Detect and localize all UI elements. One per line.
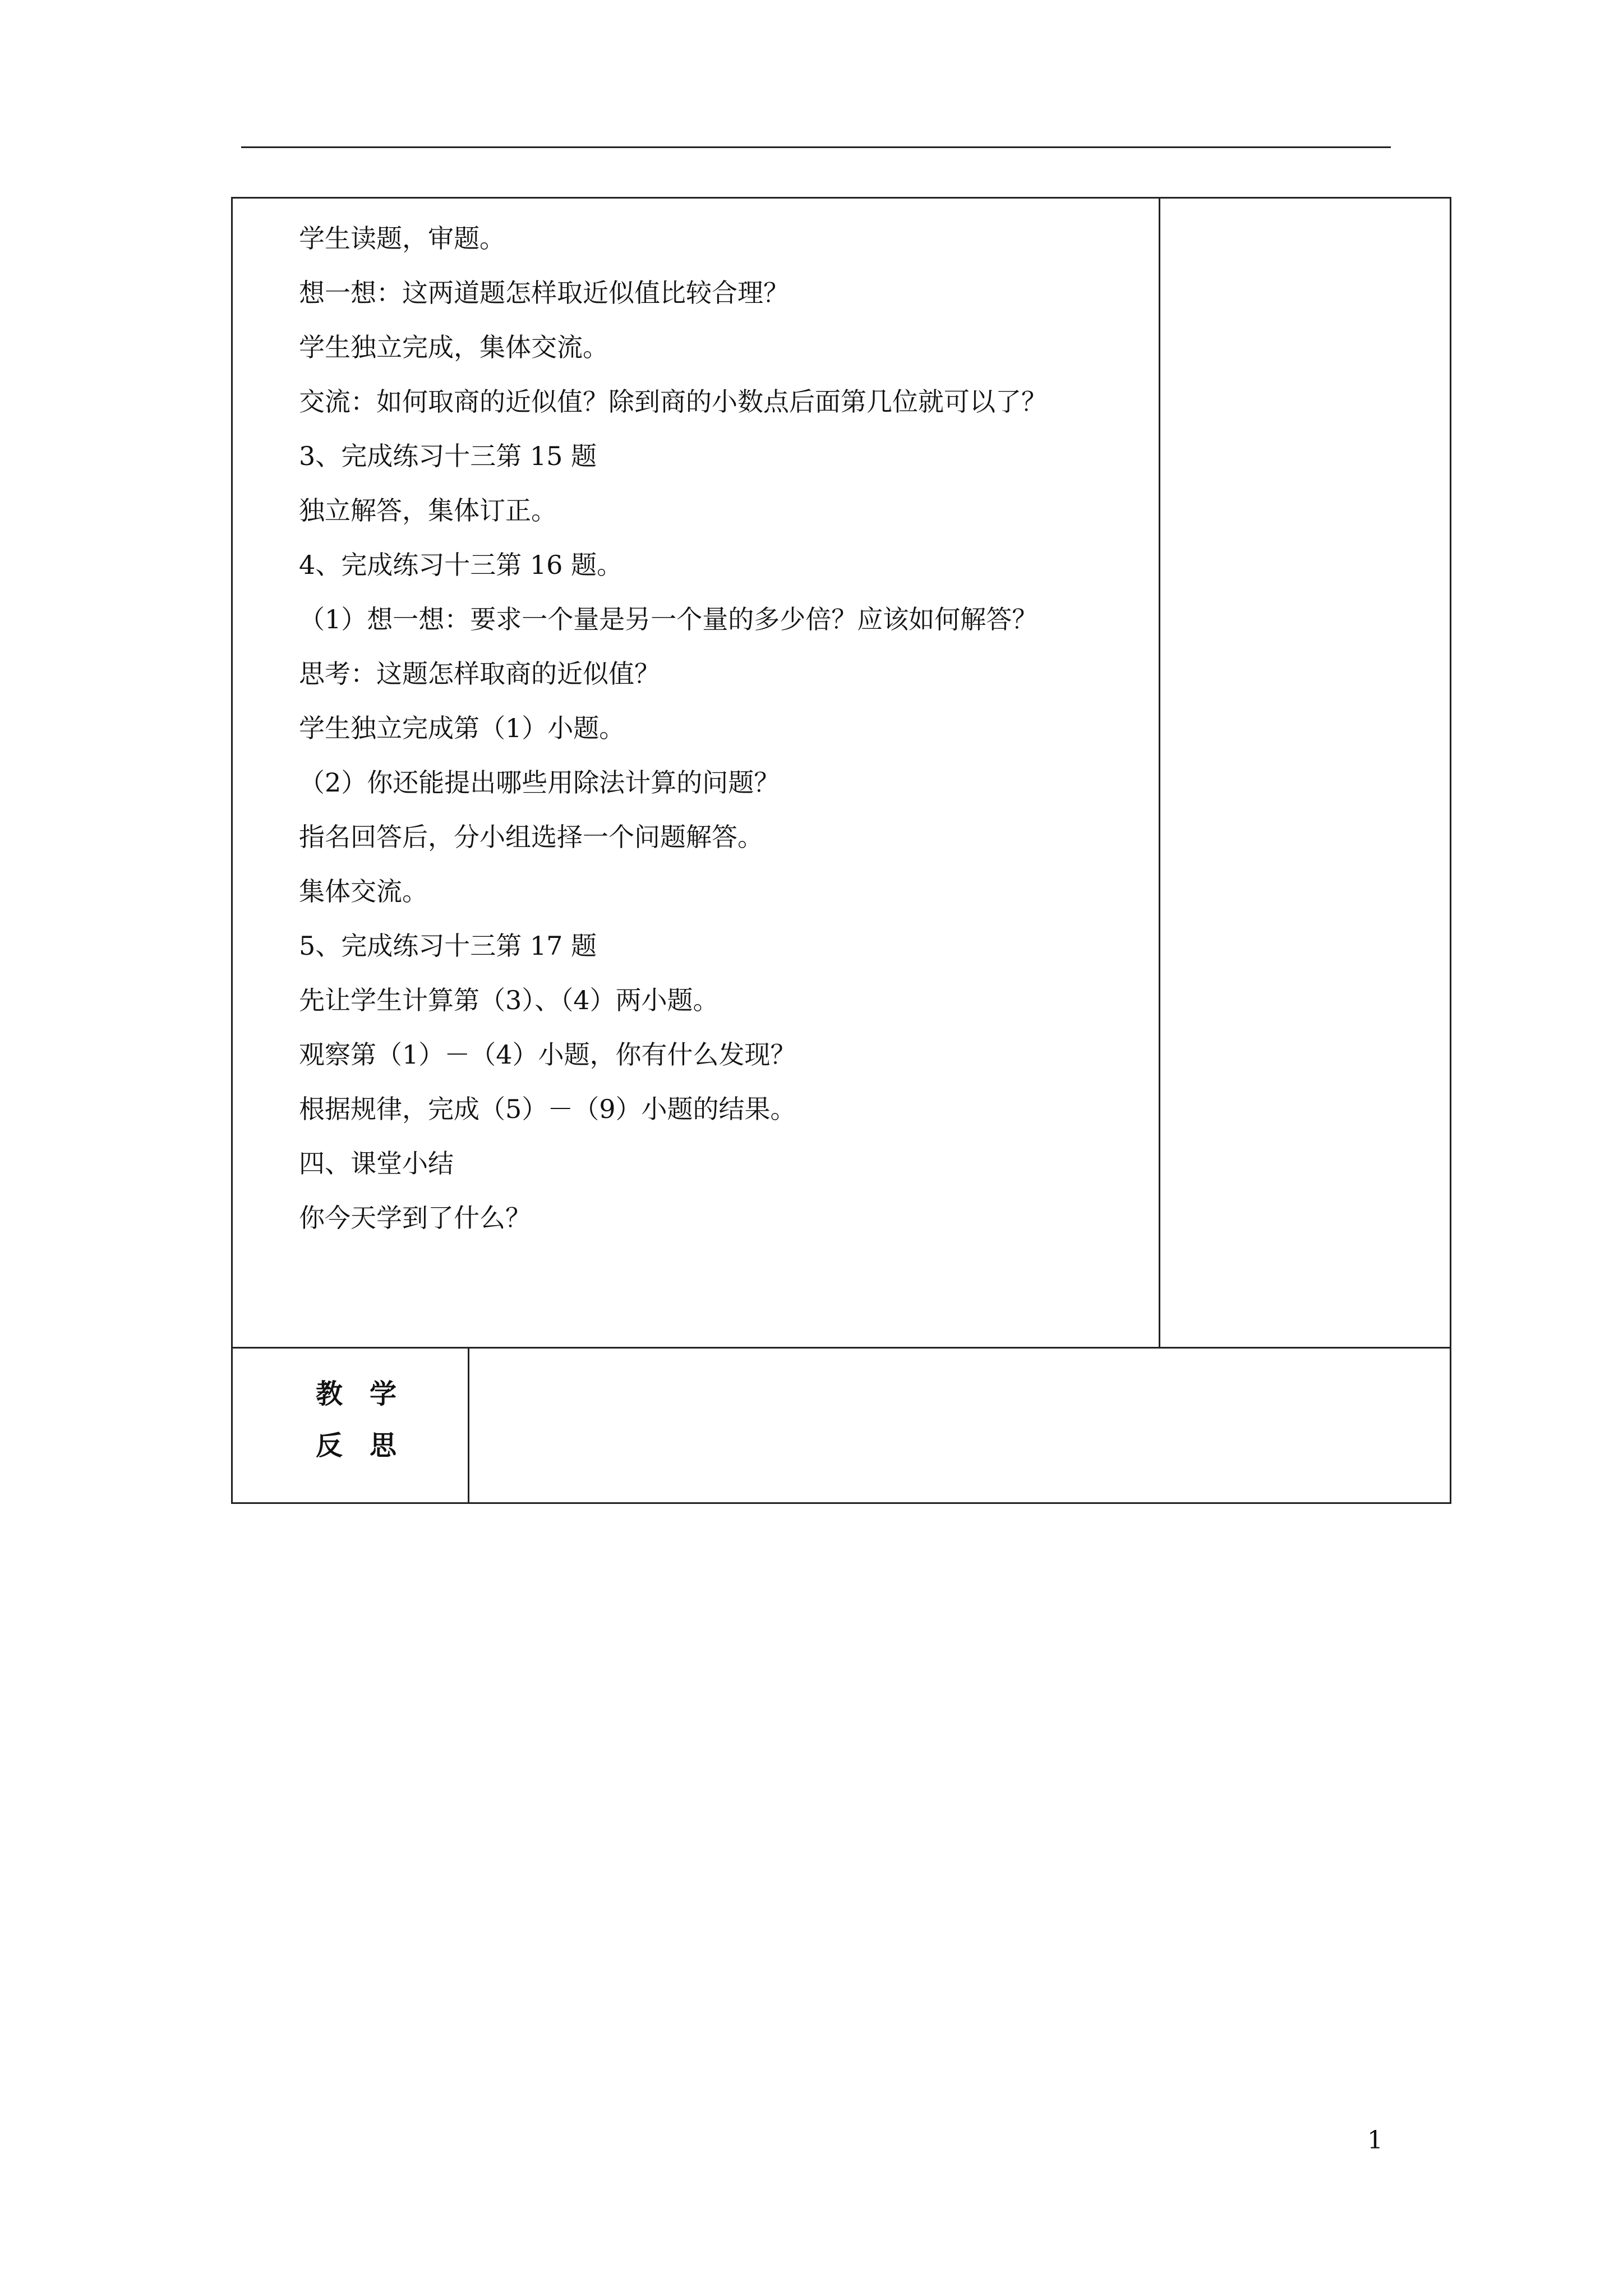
body-line: 独立解答，集体订正。 <box>299 495 557 526</box>
body-line: 4、完成练习十三第 16 题。 <box>299 550 623 580</box>
body-line: 集体交流。 <box>299 876 428 907</box>
page-number: 1 <box>1367 2126 1383 2155</box>
body-line: 学生独立完成第（1）小题。 <box>299 713 625 743</box>
body-line: 根据规律，完成（5）－（9）小题的结果。 <box>299 1094 796 1124</box>
reflection-label-line2: 反 思 <box>315 1430 396 1461</box>
body-line: （2）你还能提出哪些用除法计算的问题？ <box>299 767 780 798</box>
table-column-divider <box>1159 199 1160 1347</box>
body-line: 想一想：这两道题怎样取近似值比较合理？ <box>299 278 789 308</box>
body-line: 先让学生计算第（3）、（4）两小题。 <box>299 985 719 1015</box>
body-line: （1）想一想：要求一个量是另一个量的多少倍？应该如何解答？ <box>299 604 1038 634</box>
body-line: 学生独立完成，集体交流。 <box>299 332 608 362</box>
header-rule <box>241 146 1391 148</box>
body-line: 学生读题，审题。 <box>299 223 505 254</box>
body-line: 交流：如何取商的近似值？除到商的小数点后面第几位就可以了？ <box>299 386 1047 417</box>
body-line: 四、课堂小结 <box>299 1148 454 1179</box>
body-line: 3、完成练习十三第 15 题 <box>299 441 597 471</box>
reflection-label-line1: 教 学 <box>315 1378 396 1410</box>
reflection-label <box>289 1368 423 1471</box>
body-line: 观察第（1）－（4）小题，你有什么发现？ <box>299 1039 796 1070</box>
table-row-divider <box>233 1347 1450 1349</box>
lesson-body <box>299 213 1140 1247</box>
lesson-table <box>231 197 1451 1504</box>
body-line: 5、完成练习十三第 17 题 <box>299 931 597 961</box>
body-line: 你今天学到了什么？ <box>299 1203 531 1233</box>
body-line: 指名回答后，分小组选择一个问题解答。 <box>299 822 763 852</box>
body-line: 思考：这题怎样取商的近似值？ <box>299 659 660 689</box>
reflection-column-divider <box>468 1347 469 1502</box>
